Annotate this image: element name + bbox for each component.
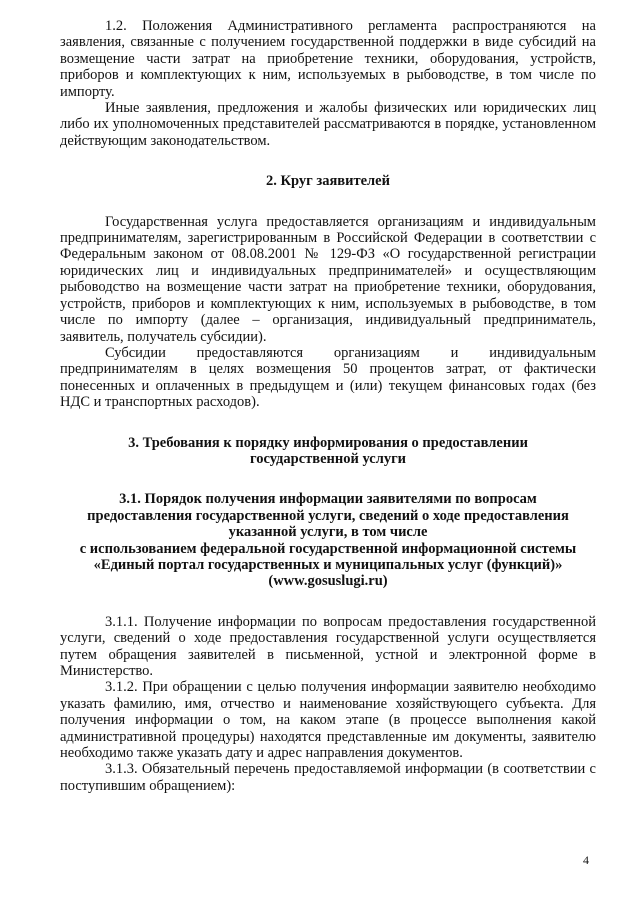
section-3-1-heading-line-1: 3.1. Порядок получения информации заявителями по вопросам xyxy=(119,491,537,508)
section-3-heading-line-1: 3. Требования к порядку информирования о предоставлении xyxy=(128,434,528,451)
section-2-heading: 2. Круг заявителей xyxy=(266,173,390,190)
paragraph-3-1-1: 3.1.1. Получение информации по вопросам предоставления государственной услуги, сведений о ходе предоставления государственной услуги осуществляется путем обращения заявителей в письменной, устной и электронной форме в Министерство. xyxy=(60,613,596,679)
document-body xyxy=(60,18,596,794)
paragraph-service-recipients: Государственная услуга предоставляется организациям и индивидуальным предпринимателям, зарегистрированным в Российской Федерации в соответствии с Федеральным законом от 08.08.2001 № 129-ФЗ «О государственной регистрации юридических лиц и индивидуальных предпринимателей» и осуществляющим рыбоводство на возмещение части затрат на приобретение техники, оборудования, устройств, приборов и комплектующих к ним, используемых в рыбоводстве, в том числе по импорту (далее – организация, индивидуальный предприниматель, заявитель, получатель субсидии). xyxy=(60,213,596,345)
paragraph-3-1-2: 3.1.2. При обращении с целью получения информации заявителю необходимо указать фамилию, имя, отчество и наименование хозяйствующего субъекта. Для получения информации о том, на каком этапе (в процессе выполнения какой административной процедуры) находятся представленные им документы, заявителю необходимо также указать дату и адрес направления документов. xyxy=(60,679,596,762)
section-3-1-heading-line-5: «Единый портал государственных и муниципальных услуг (функций)» xyxy=(93,556,563,573)
paragraph-subsidies: Субсидии предоставляются организациям и индивидуальным предпринимателям в целях возмещения 50 процентов затрат, от фактически понесенных и оплаченных в предыдущем и (или) текущем финансовых годах (без НДС и транспортных расходов). xyxy=(60,344,596,411)
paragraph-other-applications: Иные заявления, предложения и жалобы физических или юридических лиц либо их уполномоченных представителей рассматриваются в порядке, установленном действующим законодательством. xyxy=(60,100,596,149)
section-3-1-heading-line-2: предоставления государственной услуги, сведений о ходе предоставления xyxy=(87,507,569,524)
section-3-1-heading-line-6: (www.gosuslugi.ru) xyxy=(268,573,388,590)
section-3-heading-line-2: государственной услуги xyxy=(249,450,407,467)
paragraph-3-1-3: 3.1.3. Обязательный перечень предоставляемой информации (в соответствии с поступившим обращением): xyxy=(60,761,596,794)
paragraph-1-2: 1.2. Положения Административного регламента распространяются на заявления, связанные с получением государственной поддержки в виде субсидий на возмещение части затрат на приобретение техники, оборудования, устройств, приборов и комплектующих к ним, используемых в рыбоводстве, в том числе по импорту. xyxy=(60,18,596,100)
page-number: 4 xyxy=(583,853,589,867)
section-3-1-heading-line-4: с использованием федеральной государственной информационной системы xyxy=(79,540,577,557)
section-3-heading xyxy=(60,435,596,468)
section-3-1-heading-line-3: указанной услуги, в том числе xyxy=(228,524,428,541)
section-3-1-heading xyxy=(60,491,596,589)
